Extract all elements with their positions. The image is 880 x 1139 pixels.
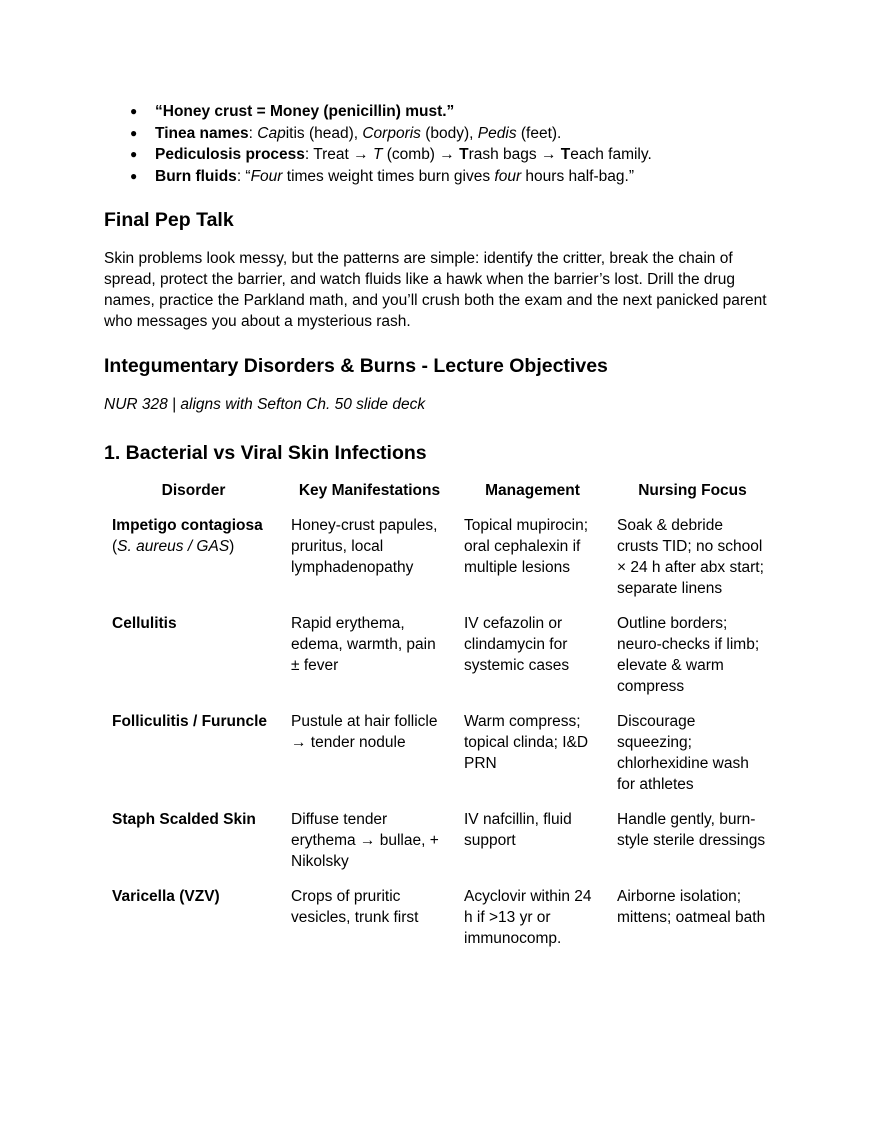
column-header-nursing: Nursing Focus — [638, 482, 747, 499]
mnemonic-label: Tinea names — [155, 124, 249, 142]
manifestations-cell: Honey-crust papules, pruritus, local lymphadenopathy — [291, 517, 438, 576]
mnemonic-text: (feet). — [516, 124, 562, 142]
manifestations-cell: Crops of pruritic vesicles, trunk first — [291, 888, 419, 926]
column-header-management: Management — [485, 482, 580, 499]
nursing-cell: Discourage squeezing; chlorhexidine wash for athletes — [617, 713, 749, 793]
mnemonic-text: : “ — [236, 167, 251, 185]
nursing-cell: Handle gently, burn-style sterile dressings — [617, 811, 766, 849]
mnemonic-text: T — [560, 146, 571, 163]
manifestations-cell: Pustule at hair follicle → tender nodule — [291, 713, 438, 751]
disorder-cell — [104, 515, 283, 613]
manifestations-cell: Diffuse tender erythema → bullae, + Nikolsky — [291, 811, 439, 870]
table-row — [104, 613, 776, 711]
bullet-icon: ● — [130, 104, 138, 118]
management-cell: Topical mupirocin; oral cephalexin if multiple lesions — [464, 517, 589, 576]
management-cell: Warm compress; topical clinda; I&D PRN — [464, 713, 589, 772]
mnemonic-list — [104, 101, 776, 187]
mnemonic-text: Pedis — [477, 124, 517, 142]
mnemonic-text: hours half-bag.” — [521, 167, 634, 185]
mnemonic-text: four — [494, 167, 522, 185]
objectives-subtitle: NUR 328 | aligns with Sefton Ch. 50 slide deck — [104, 396, 426, 413]
mnemonic-text: times weight times burn gives — [282, 167, 495, 185]
mnemonic-honey-crust: “Honey crust = Money (penicillin) must.” — [155, 103, 455, 120]
mnemonic-label: Burn fluids — [155, 167, 237, 185]
bullet-icon: ● — [130, 147, 138, 161]
bullet-icon: ● — [130, 168, 138, 183]
section-heading: 1. Bacterial vs Viral Skin Infections — [104, 442, 427, 464]
document-page — [104, 101, 776, 963]
mnemonic-text: : Treat → — [304, 146, 373, 163]
pep-talk-body: Skin problems look messy, but the patterns are simple: identify the critter, break the chain of spread, protect the barrier, and watch fluids like a hawk when the barrier’s lost. Drill the drug names, practice the Parkland math, and you’ll crush both the exam and the next panicked parent who messages you about a mysterious rash. — [104, 250, 767, 330]
table-row — [104, 886, 776, 963]
disorder-cell: Varicella (VZV) — [112, 888, 220, 905]
bullet-icon: ● — [130, 125, 138, 140]
nursing-cell: Soak & debride crusts TID; no school × 24 h after abx start; separate linens — [617, 517, 764, 597]
column-header-manifestations: Key Manifestations — [298, 482, 441, 499]
disorder-cell: Folliculitis / Furuncle — [112, 713, 268, 730]
mnemonic-text: (body), — [420, 124, 478, 142]
mnemonic-text: T — [372, 146, 383, 163]
mnemonic-text: Four — [250, 167, 283, 185]
pep-talk-heading: Final Pep Talk — [104, 209, 234, 231]
disorder-sub: ) — [229, 538, 235, 555]
list-item — [104, 123, 776, 145]
management-cell: IV nafcillin, fluid support — [464, 811, 572, 849]
table-row — [104, 809, 776, 886]
mnemonic-text: each family. — [570, 146, 652, 163]
nursing-cell: Airborne isolation; mittens; oatmeal bath — [617, 888, 766, 926]
objectives-heading: Integumentary Disorders & Burns - Lecture Objectives — [104, 355, 608, 377]
mnemonic-text: rash bags → — [468, 146, 561, 163]
nursing-cell: Outline borders; neuro-checks if limb; elevate & warm compress — [617, 615, 760, 695]
mnemonic-text: Corporis — [362, 124, 421, 142]
disorder-sub: ( — [112, 538, 118, 555]
mnemonic-text: (comb) → — [382, 146, 460, 163]
disorder-cell: Cellulitis — [112, 615, 177, 632]
mnemonic-label: Pediculosis process — [155, 146, 305, 163]
table-row — [104, 515, 776, 613]
disorder-cell: Staph Scalded Skin — [112, 811, 256, 828]
list-item — [104, 166, 776, 188]
column-header-disorder: Disorder — [161, 482, 226, 499]
mnemonic-text: : — [248, 124, 258, 142]
mnemonic-text: T — [459, 146, 469, 163]
list-item — [104, 144, 776, 166]
management-cell: Acyclovir within 24 h if >13 yr or immunocomp. — [464, 888, 592, 947]
infections-table — [104, 480, 776, 963]
manifestations-cell: Rapid erythema, edema, warmth, pain ± fever — [291, 615, 436, 674]
management-cell: IV cefazolin or clindamycin for systemic cases — [464, 615, 570, 674]
disorder-sub: S. aureus / GAS — [117, 538, 230, 555]
disorder-name: Impetigo contagiosa — [112, 517, 263, 534]
table-header-row — [104, 480, 776, 515]
mnemonic-text: itis (head), — [285, 124, 363, 142]
list-item — [104, 101, 776, 123]
mnemonic-text: Cap — [257, 124, 286, 142]
table-row — [104, 711, 776, 809]
